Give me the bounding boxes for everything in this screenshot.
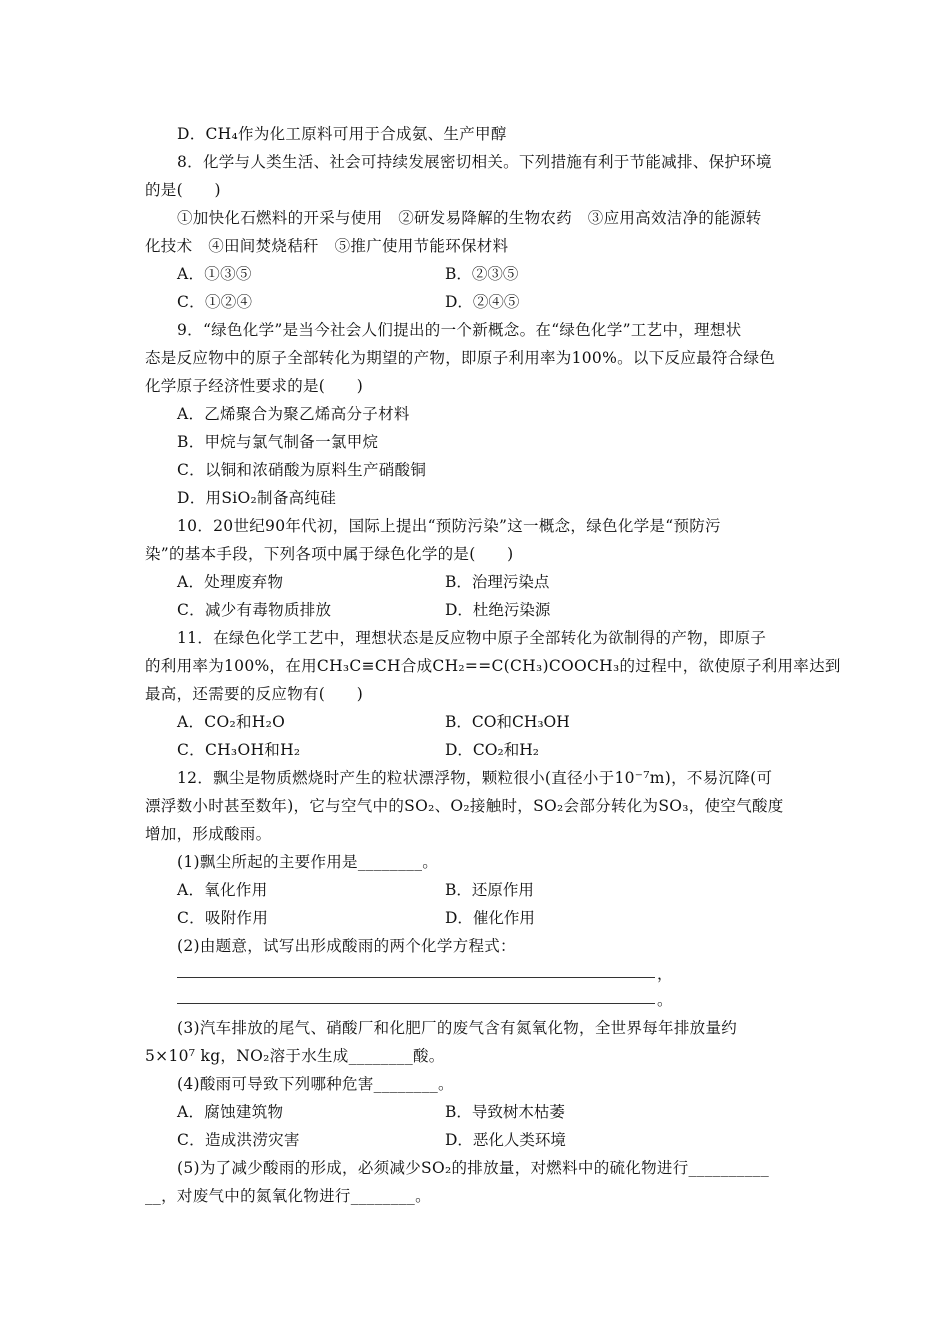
question-8-option-b: B．②③⑤	[445, 265, 519, 283]
question-8-items: ①加快化石燃料的开采与使用 ②研发易降解的生物农药 ③应用高效洁净的能源转	[177, 209, 762, 227]
question-9-option-c: C．以铜和浓硝酸为原料生产硝酸铜	[177, 461, 427, 479]
question-9-option-d: D．用SiO₂制备高纯硅	[177, 489, 337, 507]
question-8-stem-cont: 的是( )	[145, 181, 221, 199]
question-9-stem-end: 化学原子经济性要求的是( )	[145, 377, 364, 395]
question-12-part-4: (4)酸雨可导致下列哪种危害________。	[177, 1075, 454, 1093]
question-8-option-a: A．①③⑤	[177, 265, 252, 283]
question-10-option-c: C．减少有毒物质排放	[177, 601, 332, 619]
question-12-part-4-option-c: C．造成洪涝灾害	[177, 1131, 300, 1149]
question-10-option-d: D．杜绝污染源	[445, 601, 551, 619]
question-12-part-1-option-b: B．还原作用	[445, 881, 534, 899]
question-12-part-1-option-a: A．氧化作用	[177, 881, 268, 899]
question-10-stem-cont: 染”的基本手段，下列各项中属于绿色化学的是( )	[145, 545, 514, 563]
answer-blank-2-punct: 。	[657, 991, 673, 1009]
question-9-stem-cont: 态是反应物中的原子全部转化为期望的产物，即原子利用率为100%。以下反应最符合绿色	[145, 349, 776, 367]
question-10-option-b: B．治理污染点	[445, 573, 550, 591]
answer-blank-1	[177, 977, 655, 978]
question-12-part-5: (5)为了减少酸雨的形成，必须减少SO₂的排放量，对燃料中的硫化物进行__________	[177, 1159, 769, 1177]
question-11-stem-cont: 的利用率为100%，在用CH₃C≡CH合成CH₂==C(CH₃)COOCH₃的过程中，欲使原子利用率达到	[145, 657, 841, 675]
question-12-part-5-cont: __，对废气中的氮氧化物进行________。	[145, 1187, 431, 1205]
question-8-items-cont: 化技术 ④田间焚烧秸秆 ⑤推广使用节能环保材料	[145, 237, 509, 255]
question-8-stem: 8．化学与人类生活、社会可持续发展密切相关。下列措施有利于节能减排、保护环境	[177, 153, 772, 171]
question-11-option-c: C．CH₃OH和H₂	[177, 741, 301, 759]
question-12-stem-end: 增加，形成酸雨。	[145, 825, 272, 843]
question-12-part-1-option-d: D．催化作用	[445, 909, 535, 927]
option-d-prev: D．CH₄作为化工原料可用于合成氨、生产甲醇	[177, 125, 507, 143]
question-11-option-b: B．CO和CH₃OH	[445, 713, 570, 731]
question-12-part-3: (3)汽车排放的尾气、硝酸厂和化肥厂的废气含有氮氧化物，全世界每年排放量约	[177, 1019, 738, 1037]
question-12-part-1-option-c: C．吸附作用	[177, 909, 269, 927]
question-8-option-c: C．①②④	[177, 293, 253, 311]
answer-blank-1-punct: ，	[657, 965, 673, 983]
question-10-option-a: A．处理废弃物	[177, 573, 284, 591]
question-9-option-a: A．乙烯聚合为聚乙烯高分子材料	[177, 405, 410, 423]
answer-blank-2	[177, 1003, 655, 1004]
question-12-part-1: (1)飘尘所起的主要作用是________。	[177, 853, 439, 871]
question-12-part-2: (2)由题意，试写出形成酸雨的两个化学方程式：	[177, 937, 516, 955]
question-11-stem: 11．在绿色化学工艺中，理想状态是反应物中原子全部转化为欲制得的产物，即原子	[177, 629, 767, 647]
question-12-part-3-cont: 5×10⁷ kg，NO₂溶于水生成________酸。	[145, 1047, 445, 1065]
question-11-option-a: A．CO₂和H₂O	[177, 713, 286, 731]
question-9-stem: 9．“绿色化学”是当今社会人们提出的一个新概念。在“绿色化学”工艺中，理想状	[177, 321, 742, 339]
question-9-option-b: B．甲烷与氯气制备一氯甲烷	[177, 433, 379, 451]
question-12-part-4-option-d: D．恶化人类环境	[445, 1131, 566, 1149]
question-12-part-4-option-b: B．导致树木枯萎	[445, 1103, 565, 1121]
question-11-option-d: D．CO₂和H₂	[445, 741, 539, 759]
question-10-stem: 10．20世纪90年代初，国际上提出“预防污染”这一概念，绿色化学是“预防污	[177, 517, 721, 535]
question-8-option-d: D．②④⑤	[445, 293, 520, 311]
question-12-part-4-option-a: A．腐蚀建筑物	[177, 1103, 284, 1121]
question-12-stem: 12．飘尘是物质燃烧时产生的粒状漂浮物，颗粒很小(直径小于10⁻⁷m)，不易沉降(可	[177, 769, 773, 787]
question-11-stem-end: 最高，还需要的反应物有( )	[145, 685, 364, 703]
question-12-stem-cont: 漂浮数小时甚至数年)，它与空气中的SO₂、O₂接触时，SO₂会部分转化为SO₃，使空气酸度	[145, 797, 784, 815]
